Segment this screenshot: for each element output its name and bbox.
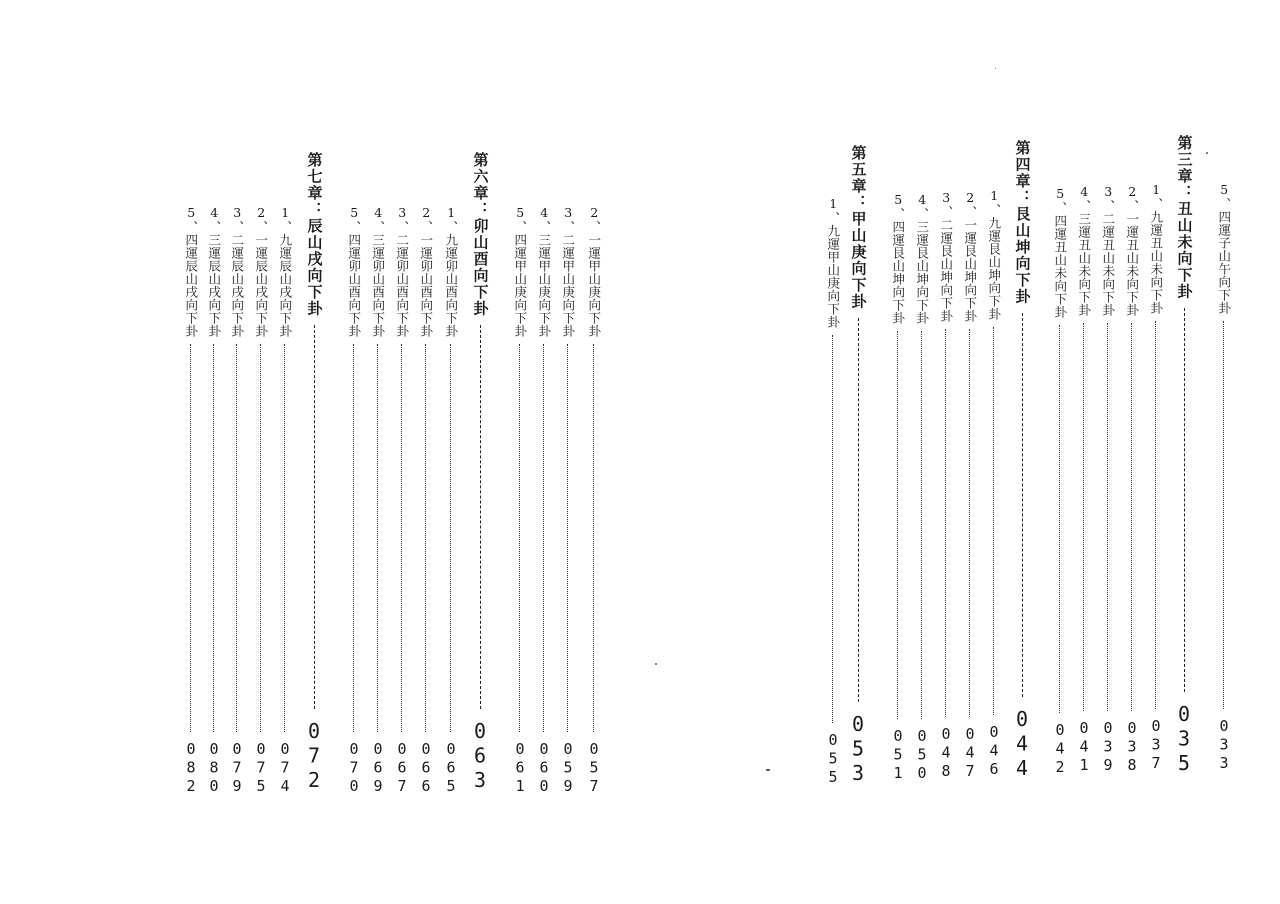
- toc-entry: [536, 205, 551, 795]
- toc-entry: [370, 205, 385, 795]
- leader-dots: [593, 344, 594, 732]
- chapter-page: 035: [1172, 701, 1196, 775]
- scan-speck: [766, 769, 770, 771]
- toc-entry: [1148, 182, 1163, 772]
- chapter-title: 第六章：卯山酉向下卦: [471, 152, 490, 317]
- toc-entry-label: 1、九運丑山未向下卦: [1148, 182, 1164, 315]
- toc-entry-label: 2、一運甲山庚向下卦: [586, 205, 602, 338]
- toc-entry-label: 5、四運丑山未向下卦: [1052, 186, 1068, 319]
- toc-entry-label: 5、四運艮山坤向下卦: [890, 192, 906, 325]
- toc-entry-page: 050: [913, 726, 931, 782]
- toc-entry-label: 2、一運丑山未向下卦: [1124, 184, 1140, 317]
- leader-dots: [353, 344, 354, 732]
- toc-entry: [586, 205, 601, 795]
- toc-entry-label: 1、九運艮山坤向下卦: [986, 188, 1002, 321]
- chapter-heading: [1012, 140, 1032, 780]
- leader-dots: [1059, 325, 1060, 713]
- toc-entry-page: 037: [1147, 716, 1165, 772]
- toc-entry-page: 065: [442, 739, 460, 795]
- toc-entry: [253, 205, 268, 795]
- toc-entry: [1076, 184, 1091, 774]
- toc-entry: [1052, 186, 1067, 776]
- chapter-page: 044: [1010, 706, 1034, 780]
- toc-entry: [418, 205, 433, 795]
- toc-entry-page: 059: [559, 739, 577, 795]
- toc-entry-page: 066: [417, 739, 435, 795]
- leader-dots: [236, 344, 237, 732]
- toc-entry-label: 2、一運辰山戌向下卦: [253, 205, 269, 338]
- toc-entry-page: 055: [824, 730, 842, 786]
- toc-entry-page: 039: [1099, 718, 1117, 774]
- chapter-title: 第五章：甲山庚向下卦: [849, 145, 868, 310]
- leader-dots: [1223, 321, 1224, 709]
- chapter-heading: [1174, 135, 1194, 775]
- leader-dots: [213, 344, 214, 732]
- chapter-title: 第三章：丑山未向下卦: [1175, 135, 1194, 300]
- toc-entry-label: 3、二運甲山庚向下卦: [560, 205, 576, 338]
- toc-entry-label: 4、三運卯山酉向下卦: [370, 205, 386, 338]
- toc-entry: [394, 205, 409, 795]
- leader-dots: [1155, 321, 1156, 709]
- right-page: [640, 0, 1280, 904]
- toc-entry-page: 051: [889, 726, 907, 782]
- toc-entry: [986, 188, 1001, 778]
- toc-entry: [962, 190, 977, 780]
- leader-dots: [567, 344, 568, 732]
- toc-entry: [229, 205, 244, 795]
- toc-entry-label: 2、一運卯山酉向下卦: [418, 205, 434, 338]
- leader-dots: [284, 344, 285, 732]
- toc-entry-label: 3、二運卯山酉向下卦: [394, 205, 410, 338]
- toc-entry-label: 1、九運辰山戌向下卦: [277, 205, 293, 338]
- leader-dots: [897, 331, 898, 719]
- toc-entry: [183, 205, 198, 795]
- leader-dots: [543, 344, 544, 732]
- toc-entry-page: 061: [511, 739, 529, 795]
- leader-dots: [190, 344, 191, 732]
- toc-entry-page: 067: [393, 739, 411, 795]
- toc-entry-page: 038: [1123, 718, 1141, 774]
- toc-entry-label: 5、四運甲山庚向下卦: [512, 205, 528, 338]
- chapter-heading: [304, 152, 324, 792]
- leader-dots: [260, 344, 261, 732]
- toc-entry-page: 047: [961, 724, 979, 780]
- leader-dots: [450, 344, 451, 732]
- toc-entry: [1100, 184, 1115, 774]
- leader-dots: [945, 329, 946, 717]
- toc-entry: [206, 205, 221, 795]
- chapter-heading: [848, 145, 868, 785]
- toc-entry-page: 048: [937, 724, 955, 780]
- scan-speck: [655, 663, 657, 665]
- leader-dots: [425, 344, 426, 732]
- toc-entry: [512, 205, 527, 795]
- leader-dashes: [480, 325, 481, 709]
- toc-entry-page: 046: [985, 722, 1003, 778]
- toc-entry-page: 057: [585, 739, 603, 795]
- toc-entry-label: 3、二運丑山未向下卦: [1100, 184, 1116, 317]
- chapter-page: 072: [302, 718, 326, 792]
- toc-entry-label: 1、九運卯山酉向下卦: [443, 205, 459, 338]
- toc-entry-label: 4、三運甲山庚向下卦: [536, 205, 552, 338]
- leader-dots: [1083, 323, 1084, 711]
- toc-entry: [1216, 182, 1231, 772]
- leader-dots: [377, 344, 378, 732]
- scan-speck: [995, 68, 996, 69]
- toc-entry: [277, 205, 292, 795]
- chapter-page: 053: [846, 711, 870, 785]
- toc-entry-label: 4、三運辰山戌向下卦: [206, 205, 222, 338]
- toc-entry-page: 033: [1215, 716, 1233, 772]
- leader-dashes: [1184, 308, 1185, 692]
- toc-entry-page: 079: [228, 739, 246, 795]
- leader-dots: [993, 327, 994, 715]
- toc-entry-label: 3、二運艮山坤向下卦: [938, 190, 954, 323]
- leader-dots: [832, 335, 833, 723]
- chapter-heading: [470, 152, 490, 792]
- leader-dashes: [314, 325, 315, 709]
- toc-entry-page: 069: [369, 739, 387, 795]
- leader-dots: [519, 344, 520, 732]
- toc-entry: [938, 190, 953, 780]
- leader-dashes: [1022, 313, 1023, 697]
- toc-entry-label: 3、二運辰山戌向下卦: [229, 205, 245, 338]
- chapter-title: 第四章：艮山坤向下卦: [1013, 140, 1032, 305]
- toc-entry: [560, 205, 575, 795]
- toc-entry: [890, 192, 905, 782]
- toc-entry: [1124, 184, 1139, 774]
- toc-entry-page: 041: [1075, 718, 1093, 774]
- toc-entry-page: 075: [252, 739, 270, 795]
- chapter-title: 第七章：辰山戌向下卦: [305, 152, 324, 317]
- toc-entry-label: 1、九運甲山庚向下卦: [825, 196, 841, 329]
- leader-dashes: [858, 318, 859, 702]
- toc-entry: [346, 205, 361, 795]
- toc-entry-label: 5、四運卯山酉向下卦: [346, 205, 362, 338]
- toc-entry-page: 080: [205, 739, 223, 795]
- toc-entry-label: 5、四運辰山戌向下卦: [183, 205, 199, 338]
- leader-dots: [921, 331, 922, 719]
- toc-entry-label: 4、三運艮山坤向下卦: [914, 192, 930, 325]
- scan-speck: [1206, 152, 1208, 154]
- toc-entry: [914, 192, 929, 782]
- toc-entry: [443, 205, 458, 795]
- leader-dots: [969, 329, 970, 717]
- toc-entry-page: 082: [182, 739, 200, 795]
- leader-dots: [1131, 323, 1132, 711]
- toc-entry: [825, 196, 840, 786]
- toc-entry-label: 5、四運子山午向下卦: [1216, 182, 1232, 315]
- leader-dots: [1107, 323, 1108, 711]
- leader-dots: [401, 344, 402, 732]
- chapter-page: 063: [468, 718, 492, 792]
- toc-entry-page: 070: [345, 739, 363, 795]
- toc-entry-page: 074: [276, 739, 294, 795]
- toc-entry-label: 4、三運丑山未向下卦: [1076, 184, 1092, 317]
- toc-entry-page: 060: [535, 739, 553, 795]
- toc-entry-page: 042: [1051, 720, 1069, 776]
- toc-entry-label: 2、一運艮山坤向下卦: [962, 190, 978, 323]
